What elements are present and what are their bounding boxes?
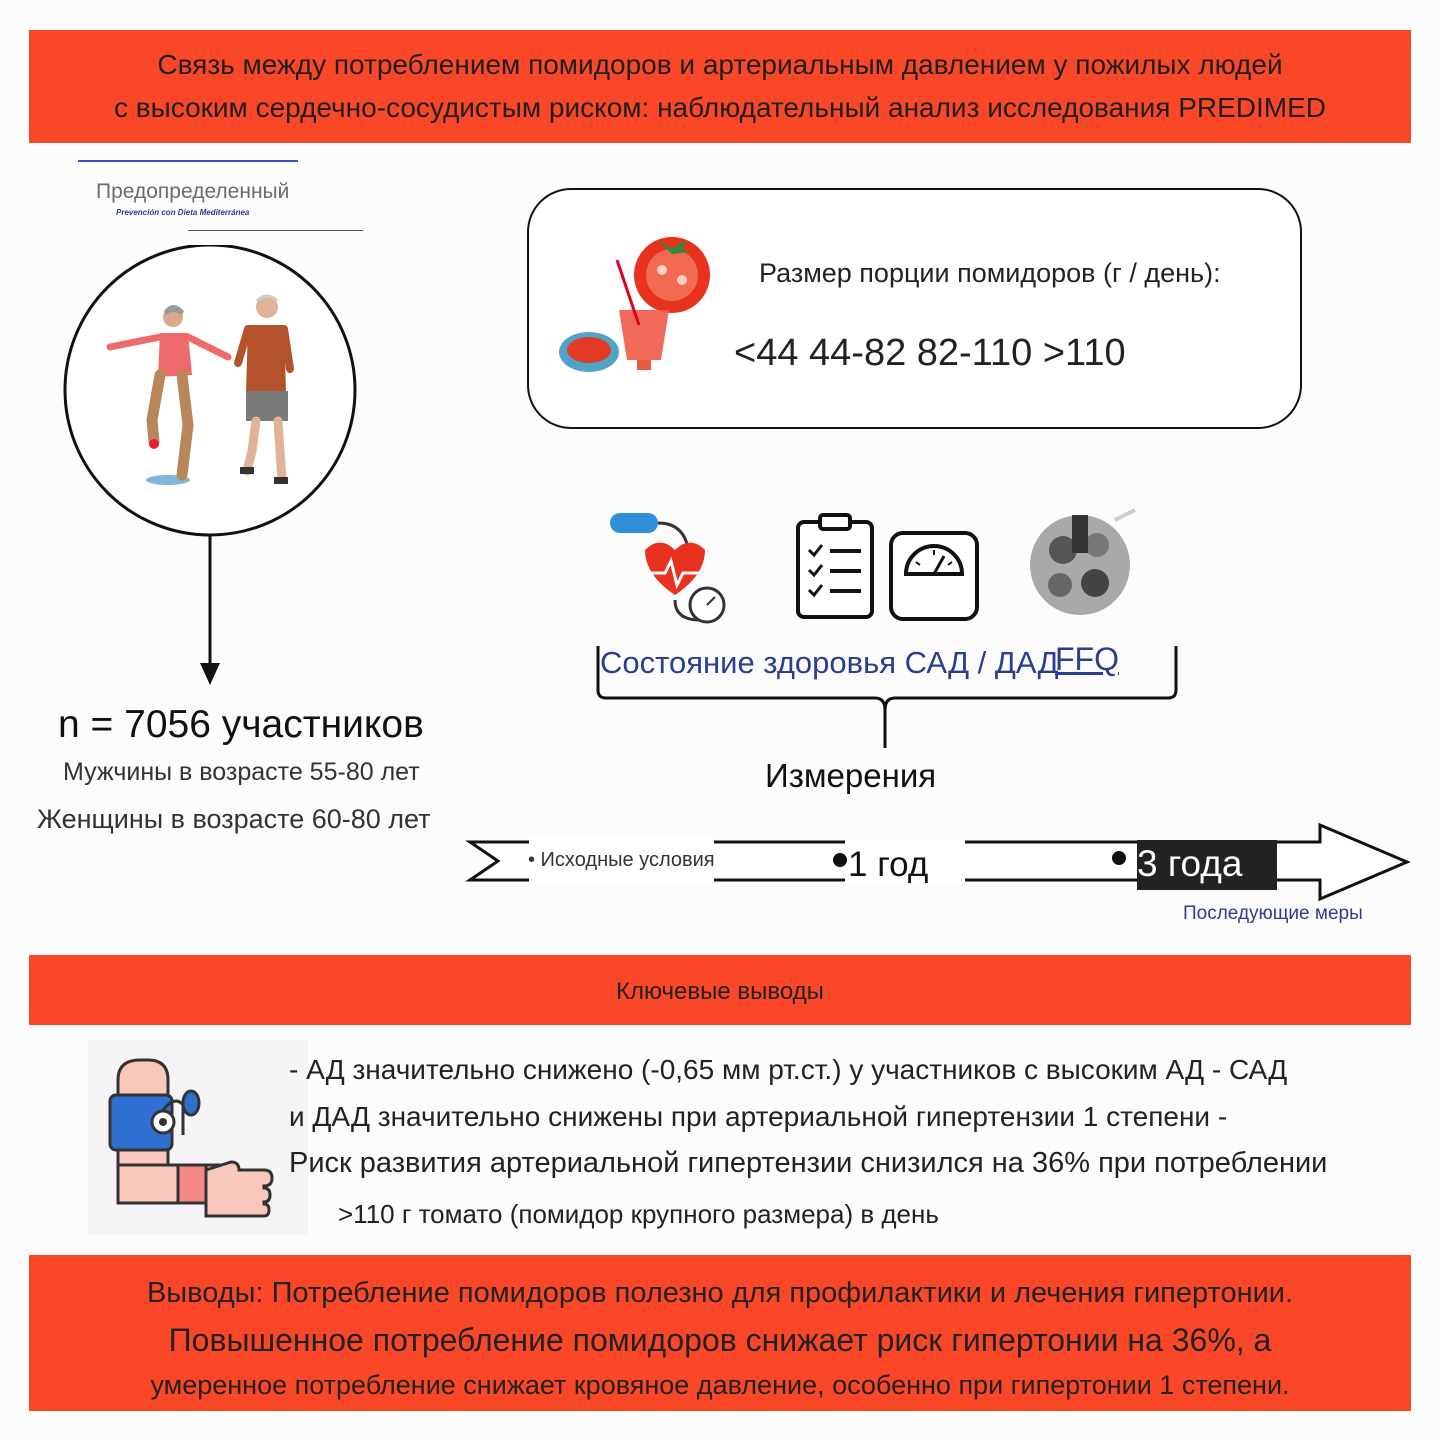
men-age-range: Мужчины в возрасте 55-80 лет [63,758,420,786]
logo-subtitle: Prevención con Dieta Mediterránea [116,208,250,217]
title-banner [29,30,1411,143]
finding-line-1: - АД значительно снижено (-0,65 мм рт.ст.) у участников с высоким АД - САД [289,1054,1288,1085]
finding-line-2: и ДАД значительно снижены при артериальной гипертензии 1 степени - [289,1101,1228,1132]
logo-label: Предопределенный [96,180,290,203]
conclusion-line-3: умеренное потребление снижает кровяное давление, особенно при гипертонии 1 степени. [150,1370,1290,1400]
predimed-logo [78,160,368,235]
finding-line-4: >110 г томато (помидор крупного размера) в день [338,1199,939,1229]
health-state-label: Состояние здоровья САД / ДАД [600,645,1059,680]
women-age-range: Женщины в возрасте 60-80 лет [37,804,431,834]
arm-bp-cuff-icon [88,1040,308,1235]
findings-banner [29,955,1411,1025]
portion-size-box [527,188,1302,429]
conclusion-line-1: Выводы: Потребление помидоров полезно для профилактики и лечения гипертонии. [146,1277,1294,1309]
timeline-year1: 1 год [848,845,929,884]
measurements-brace [592,640,1182,752]
blood-pressure-icon [605,505,730,630]
ffq-label: FFQ [1055,641,1119,677]
title-line-2: с высоким сердечно-сосудистым риском: наблюдательный анализ исследования PREDIMED [113,92,1327,123]
timeline-year3: 3 года [1137,843,1243,884]
conclusion-banner [29,1255,1411,1411]
portion-label: Размер порции помидоров (г / день): [759,258,1221,288]
findings-header: Ключевые выводы [616,978,824,1005]
conclusion-line-2: Повышенное потребление помидоров снижает риск гипертонии на 36%, а [168,1322,1272,1358]
portion-ranges: <44 44-82 82-110 >110 [734,332,1126,374]
weighing-scale-icon [888,530,980,622]
participants-illustration [60,245,370,690]
food-plate-icon [1025,505,1140,620]
title-line-1: Связь между потреблением помидоров и артериальным давлением у пожилых людей [157,49,1283,80]
finding-line-3: Риск развития артериальной гипертензии снизился на 36% при потреблении [289,1147,1328,1179]
checklist-icon [795,512,875,620]
participant-count: n = 7056 участников [58,703,424,746]
timeline-baseline: • Исходные условия [528,849,715,871]
timeline-followup: Последующие меры [1183,903,1363,924]
tomato-juice-icon [557,230,717,380]
measurements-label: Измерения [765,757,937,794]
